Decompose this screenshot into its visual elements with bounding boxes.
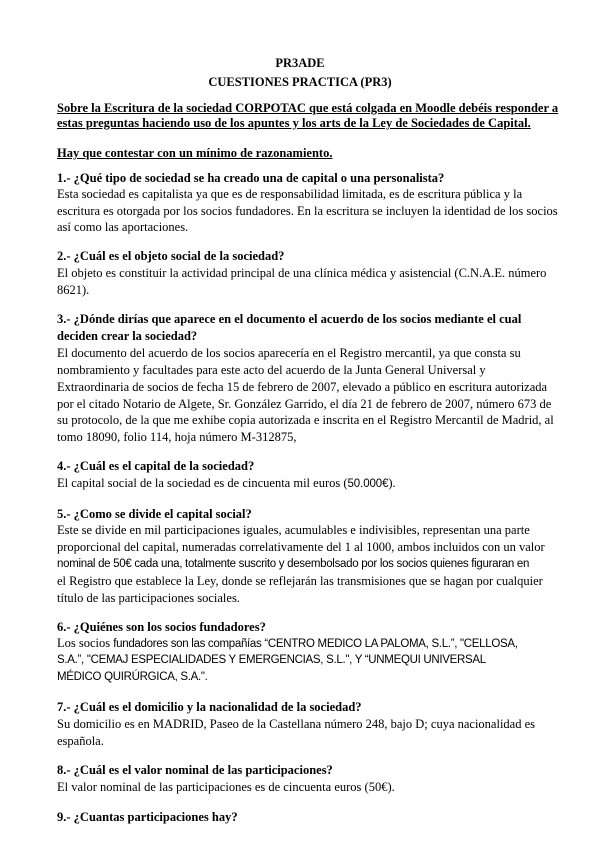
question-4: 4.- ¿Cuál es el capital de la sociedad? xyxy=(57,459,255,473)
document-code: PR3ADE xyxy=(275,56,325,70)
answer-6-text: fundadores son las compañías “CENTRO MEDICO LA PALOMA, S.L.”, "CELLOSA, xyxy=(113,638,518,650)
answer-6-start: Los socios xyxy=(57,636,114,650)
answer-3-line-4: por el citado Notario de Algete, Sr. González Garrido, el día 21 de febrero de 2007, número 673 de xyxy=(57,397,552,411)
question-2: 2.- ¿Cuál es el objeto social de la sociedad? xyxy=(57,249,285,263)
answer-5-line-4: el Registro que establece la Ley, donde se reflejarán las transmisiones que se hagan por cualquier xyxy=(57,574,543,588)
question-7: 7.- ¿Cuál es el domicilio y la nacionalidad de la sociedad? xyxy=(57,700,362,714)
document-title: CUESTIONES PRACTICA (PR3) xyxy=(208,75,392,89)
answer-8-line-1: El valor nominal de las participaciones es de cincuenta euros (50€). xyxy=(57,780,395,794)
answer-1-line-1: Esta sociedad es capitalista ya que es de responsabilidad limitada, es de escritura pública y la xyxy=(57,187,523,201)
answer-4-text: El capital social de la sociedad es de cincuenta mil euros ( xyxy=(57,476,348,490)
answer-1-line-2: escritura es otorgada por los socios fundadores. En la escritura se incluyen la identidad de los socios xyxy=(57,204,558,218)
answer-4-end: ). xyxy=(388,476,396,490)
answer-5-line-5: título de las participaciones sociales. xyxy=(57,591,240,605)
answer-2-line-2: 8621). xyxy=(57,283,90,297)
answer-3-line-2: nombramiento y facultades para este acto del acuerdo de la Junta General Universal y xyxy=(57,363,486,377)
answer-4-amount: 50.000€ xyxy=(347,478,389,490)
intro-line-2: estas preguntas haciendo uso de los apuntes y los arts de la Ley de Sociedades de Capital. xyxy=(57,116,531,130)
answer-2-line-1: El objeto es constituir la actividad principal de una clínica médica y asistencial (C.N.A.E. número xyxy=(57,266,547,280)
question-1: 1.- ¿Qué tipo de sociedad se ha creado una de capital o una personalista? xyxy=(57,171,445,185)
question-6: 6.- ¿Quiénes son los socios fundadores? xyxy=(57,620,266,634)
answer-3-line-1: El documento del acuerdo de los socios aparecería en el Registro mercantil, ya que consta su xyxy=(57,346,521,360)
answer-5-line-3: nominal de 50€ cada una, totalmente suscrito y desembolsado por los socios quienes figuraran en xyxy=(57,558,530,570)
question-3-line-1: 3.- ¿Dónde dirías que aparece en el documento el acuerdo de los socios mediante el cual xyxy=(57,312,522,326)
answer-3-line-6: tomo 18090, folio 114, hoja número M-312875, xyxy=(57,430,297,444)
intro-line-1: Sobre la Escritura de la sociedad CORPOTAC que está colgada en Moodle debéis responder a xyxy=(57,101,559,115)
answer-7-line-2: española. xyxy=(57,734,104,748)
question-5: 5.- ¿Como se divide el capital social? xyxy=(57,507,252,521)
question-8: 8.- ¿Cuál es el valor nominal de las participaciones? xyxy=(57,763,333,777)
question-9: 9.- ¿Cuantas participaciones hay? xyxy=(57,810,238,824)
question-3-line-2: deciden crear la sociedad? xyxy=(57,329,198,343)
answer-5-line-2: proporcional del capital, numeradas correlativamente del 1 al 1000, ambos incluidos con un valor xyxy=(57,540,545,554)
answer-7-line-1: Su domicilio es en MADRID, Paseo de la Castellana número 248, bajo D; cuya nacionalidad es xyxy=(57,717,536,731)
answer-3-line-5: su protocolo, de la que me exhibe copia autorizada e inscrita en el Registro Mercantil de Madrid, al xyxy=(57,413,554,427)
intro-requirement: Hay que contestar con un mínimo de razonamiento. xyxy=(57,146,333,160)
answer-6-line-1 xyxy=(57,636,518,652)
answer-1-line-3: así como las aportaciones. xyxy=(57,220,189,234)
answer-5-line-1: Este se divide en mil participaciones iguales, acumulables e indivisibles, representan una parte xyxy=(57,523,530,537)
answer-3-line-3: Extraordinaria de socios de fecha 15 de febrero de 2007, elevado a público en escritura autorizada xyxy=(57,380,548,394)
answer-6-line-3: MÉDICO QUIRÚRGICA, S.A.". xyxy=(57,671,208,683)
answer-6-line-2: S.A.”, "CEMAJ ESPECIALIDADES Y EMERGENCIAS, S.L.", Y “UNMEQUI UNIVERSAL xyxy=(57,654,486,666)
answer-4-line-1 xyxy=(57,476,396,492)
